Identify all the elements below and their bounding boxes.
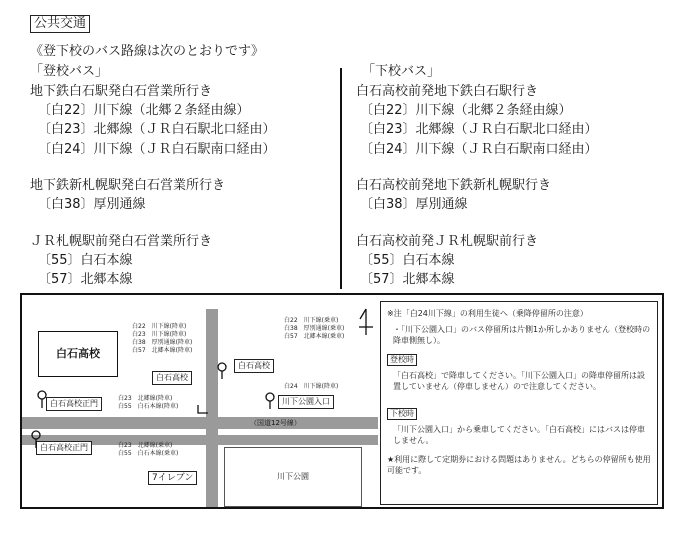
right-line-2: 白石高校前発地下鉄新札幌駅行き xyxy=(356,178,552,193)
bus-stop-pin-icon xyxy=(266,393,274,401)
left-route: 〔白38〕厚別通線 xyxy=(38,197,146,212)
page-title: 公共交通 xyxy=(30,15,90,33)
tag-go: 登校時 xyxy=(387,354,417,366)
left-route: 〔57〕北郷本線 xyxy=(38,272,133,287)
stop-info-block-2: 白22 川下線(乗車) 白38 厚別通線(乗車) 白57 北郷本線(乗車) xyxy=(284,317,345,340)
map-symbols xyxy=(22,295,382,507)
left-line-1: 地下鉄白石駅発白石営業所行き xyxy=(30,84,213,99)
right-line-3: 白石高校前発ＪＲ札幌駅前行き xyxy=(356,234,539,249)
notes-back: 「川下公園入口」から乗車してください。「白石高校」にはバスは停車しません。 xyxy=(393,425,645,445)
school-building: 白石高校 xyxy=(38,331,118,377)
bus-stop-pin-icon xyxy=(32,431,40,439)
bus-stop-kawashimo: 川下公園入口 xyxy=(278,395,334,409)
left-line-2: 地下鉄新札幌駅発白石営業所行き xyxy=(30,178,226,193)
stop-info-block-1: 白22 川下線(降車) 白23 川下線(降車) 白38 厚別通線(降車) 白57 北郷本線(降車) xyxy=(132,323,193,354)
notes-go: 「白石高校」で降車してください。「川下公園入口」の降車停留所は設置していません（停車しません）ので注意してください。 xyxy=(393,371,645,391)
notes-item: ・「川下公園入口」のバス停留所は片側1か所しかありません（登校時の降車側無し）。 xyxy=(393,325,651,345)
intro-text: 《登下校のバス路線は次のとおりです》 xyxy=(30,44,265,59)
right-route: 〔55〕白石本線 xyxy=(360,253,455,268)
seven-eleven: 7イレブン xyxy=(148,471,197,485)
left-route: 〔白23〕北郷線（ＪＲ白石駅北口経由） xyxy=(38,122,276,137)
tag-back: 下校時 xyxy=(387,408,417,420)
map-frame xyxy=(20,293,664,509)
right-heading: 「下校バス」 xyxy=(362,64,441,79)
left-route: 〔白22〕川下線（北郷２条経由線） xyxy=(38,103,250,118)
right-route: 〔白38〕厚別通線 xyxy=(360,197,468,212)
notes-star: ★利用に際して定期券における問題はありません。どちらの停留所も使用可能です。 xyxy=(387,455,651,475)
right-route: 〔57〕北郷本線 xyxy=(360,272,455,287)
bus-stop-shiroishi-right: 白石高校 xyxy=(234,359,274,373)
stop-info-block-3: 白24 川下線(降車) xyxy=(284,383,339,390)
left-heading: 「登校バス」 xyxy=(30,64,109,79)
bus-stop-pin-icon xyxy=(38,391,46,399)
bus-stop-pin-icon xyxy=(218,363,226,371)
column-divider xyxy=(340,68,342,289)
bus-stop-seimon-2: 白石高校正門 xyxy=(36,441,92,455)
right-route: 〔白22〕川下線（北郷２条経由線） xyxy=(360,103,572,118)
right-route: 〔白24〕川下線（ＪＲ白石駅南口経由） xyxy=(360,142,598,157)
left-route: 〔白24〕川下線（ＪＲ白石駅南口経由） xyxy=(38,142,276,157)
stop-info-block-5: 白23 北郷線(乗車) 白55 白石本線(乗車) xyxy=(118,442,179,457)
left-route: 〔55〕白石本線 xyxy=(38,253,133,268)
stop-info-block-4: 白23 北郷線(降車) 白55 白石本線(降車) xyxy=(118,395,179,410)
corner-mark-icon xyxy=(198,405,208,413)
notes-panel xyxy=(380,301,658,505)
bus-stop-shiroishi-top: 白石高校 xyxy=(152,371,192,385)
right-route: 〔白23〕北郷線（ＪＲ白石駅北口経由） xyxy=(360,122,598,137)
park: 川下公園 xyxy=(224,447,362,507)
right-line-1: 白石高校前発地下鉄白石駅行き xyxy=(356,84,539,99)
notes-heading: ※注「白24川下線」の利用生徒へ（乗降停留所の注意） xyxy=(387,309,588,318)
road-label: （国道12号線） xyxy=(250,419,301,427)
bus-stop-seimon-1: 白石高校正門 xyxy=(46,397,102,411)
left-line-3: ＪＲ札幌駅前発白石営業所行き xyxy=(30,234,213,249)
